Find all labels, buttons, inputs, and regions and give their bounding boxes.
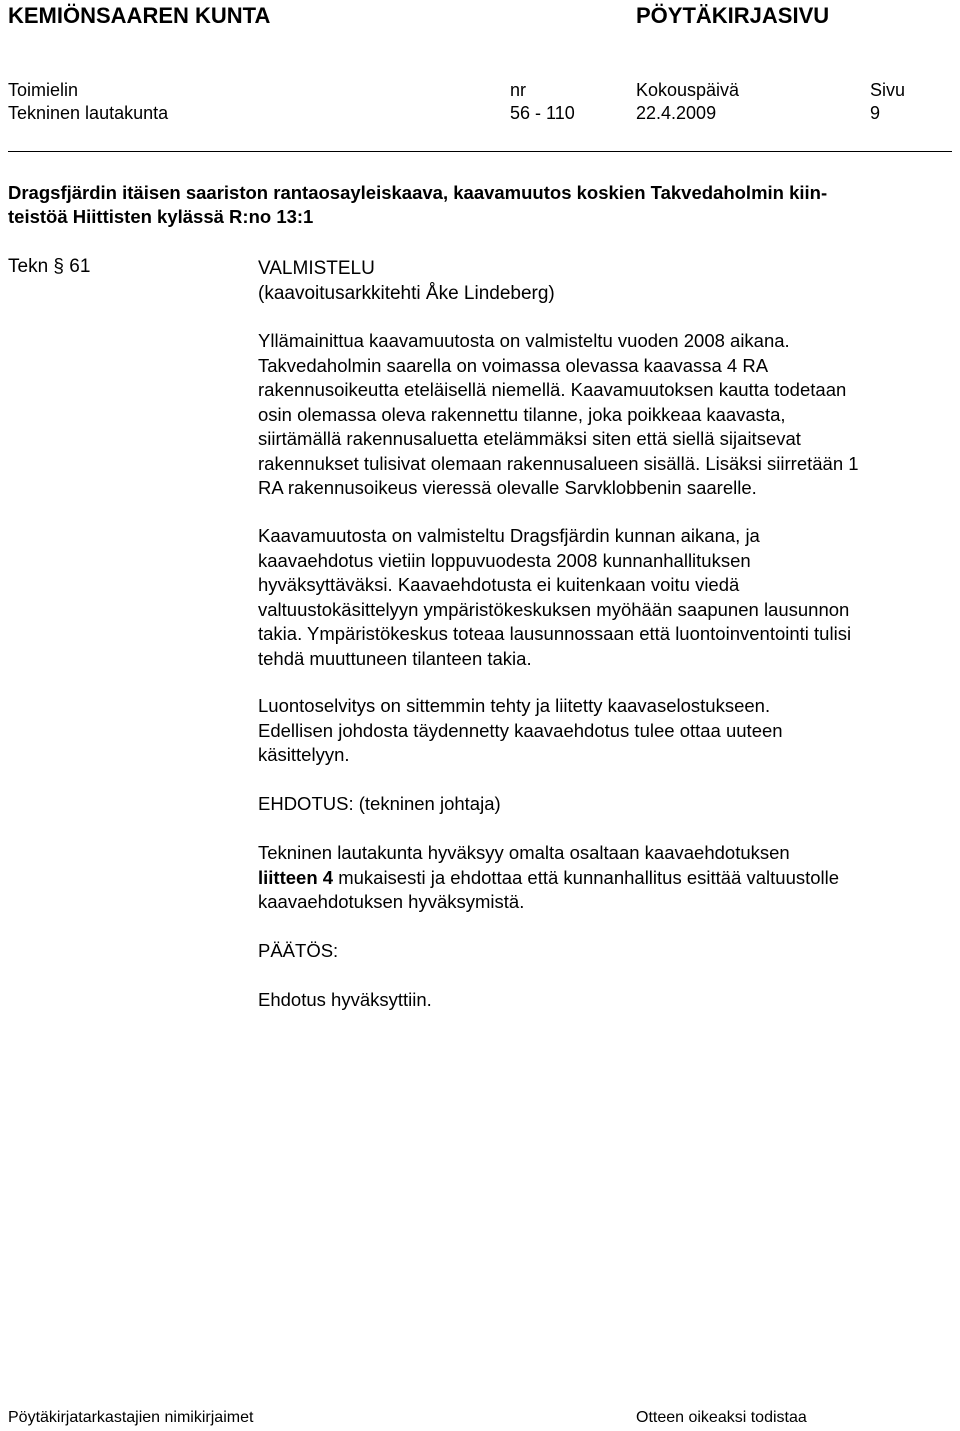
footer-certification: Otteen oikeaksi todistaa bbox=[636, 1409, 807, 1426]
text-line: rakennukset tulisivat olemaan rakennusalueen sisällä. Lisäksi siirretään 1 bbox=[258, 452, 859, 474]
attachment-reference: liitteen 4 bbox=[258, 866, 334, 888]
page-label: Sivu bbox=[870, 80, 906, 100]
text-line: takia. Ympäristökeskus toteaa lausunnossaan että luontoinventointi tulisi bbox=[258, 623, 852, 644]
document-type: PÖYTÄKIRJASIVU bbox=[636, 3, 830, 28]
organization-name: KEMIÖNSAAREN KUNTA bbox=[8, 3, 271, 28]
text-line: rakennusoikeutta eteläisellä niemellä. Kaavamuutoksen kautta todetaan bbox=[258, 379, 847, 400]
section-preparer: (kaavoitusarkkitehti Åke Lindeberg) bbox=[258, 283, 555, 304]
decision-heading-text: PÄÄTÖS: bbox=[258, 940, 339, 961]
text-line: valtuustokäsittelyyn ympäristökeskuksen myöhään saapunen lausunnon bbox=[258, 598, 850, 620]
section-heading bbox=[258, 256, 958, 306]
proposal-heading-text: EHDOTUS: (tekninen johtaja) bbox=[258, 793, 501, 814]
header-divider bbox=[8, 151, 952, 152]
section-number: Tekn § 61 bbox=[8, 256, 91, 277]
paragraph-1 bbox=[258, 329, 958, 501]
text-line: Yllämainittua kaavamuutosta on valmisteltu vuoden 2008 aikana. bbox=[258, 330, 790, 351]
text-line: hyväksyttäväksi. Kaavaehdotusta ei kuitenkaan voitu viedä bbox=[258, 574, 740, 595]
item-title-line: Dragsfjärdin itäisen saariston rantaosayleiskaava, kaavamuutos koskien Takvedaholmin kiin- bbox=[8, 182, 828, 203]
text-line: kaavaehdotuksen hyväksymistä. bbox=[258, 891, 525, 912]
text-line: tehdä muuttuneen tilanteen takia. bbox=[258, 647, 532, 669]
decision-line: Ehdotus hyväksyttiin. bbox=[258, 989, 432, 1010]
proposal-text bbox=[258, 841, 958, 915]
body-label: Toimielin bbox=[8, 80, 79, 100]
text-line: osin olemassa oleva rakennettu tilanne, joka poikkeaa kaavasta, bbox=[258, 403, 786, 425]
paragraph-3 bbox=[258, 694, 958, 768]
footer-initials: Pöytäkirjatarkastajien nimikirjaimet bbox=[8, 1409, 254, 1426]
text-line: Luontoselvitys on sittemmin tehty ja liitetty kaavaselostukseen. bbox=[258, 695, 771, 716]
text-line: RA rakennusoikeus vieressä olevalle Sarvklobbenin saarelle. bbox=[258, 477, 757, 498]
page-value: 9 bbox=[870, 103, 881, 123]
decision-text bbox=[258, 988, 958, 1013]
text-line: kaavaehdotus vietiin loppuvuodesta 2008 kunnanhallituksen bbox=[258, 549, 751, 571]
proposal-heading bbox=[258, 792, 958, 817]
text-line: siirtämällä rakennusaluetta etelämmäksi siten että siellä sijaitsevat bbox=[258, 428, 801, 449]
text-line: käsittelyyn. bbox=[258, 744, 350, 765]
nr-value: 56 - 110 bbox=[510, 103, 575, 123]
paragraph-2 bbox=[258, 524, 958, 671]
section-heading-text: VALMISTELU bbox=[258, 258, 375, 279]
text-line: Edellisen johdosta täydennetty kaavaehdotus tulee ottaa uuteen bbox=[258, 719, 783, 741]
text-line bbox=[258, 866, 958, 891]
text-span: mukaisesti ja ehdottaa että kunnanhallitus esittää valtuustolle bbox=[333, 866, 840, 888]
decision-heading bbox=[258, 939, 958, 964]
text-line: Takvedaholmin saarella on voimassa olevassa kaavassa 4 RA bbox=[258, 354, 769, 376]
date-value: 22.4.2009 bbox=[636, 103, 717, 123]
item-title bbox=[8, 181, 952, 229]
body-value: Tekninen lautakunta bbox=[8, 103, 169, 123]
text-line: Tekninen lautakunta hyväksyy omalta osaltaan kaavaehdotuksen bbox=[258, 842, 790, 863]
text-line: Kaavamuutosta on valmisteltu Dragsfjärdin kunnan aikana, ja bbox=[258, 525, 760, 546]
item-title-line: teistöä Hiittisten kylässä R:no 13:1 bbox=[8, 206, 314, 227]
date-label: Kokouspäivä bbox=[636, 80, 740, 100]
nr-label: nr bbox=[510, 80, 527, 100]
